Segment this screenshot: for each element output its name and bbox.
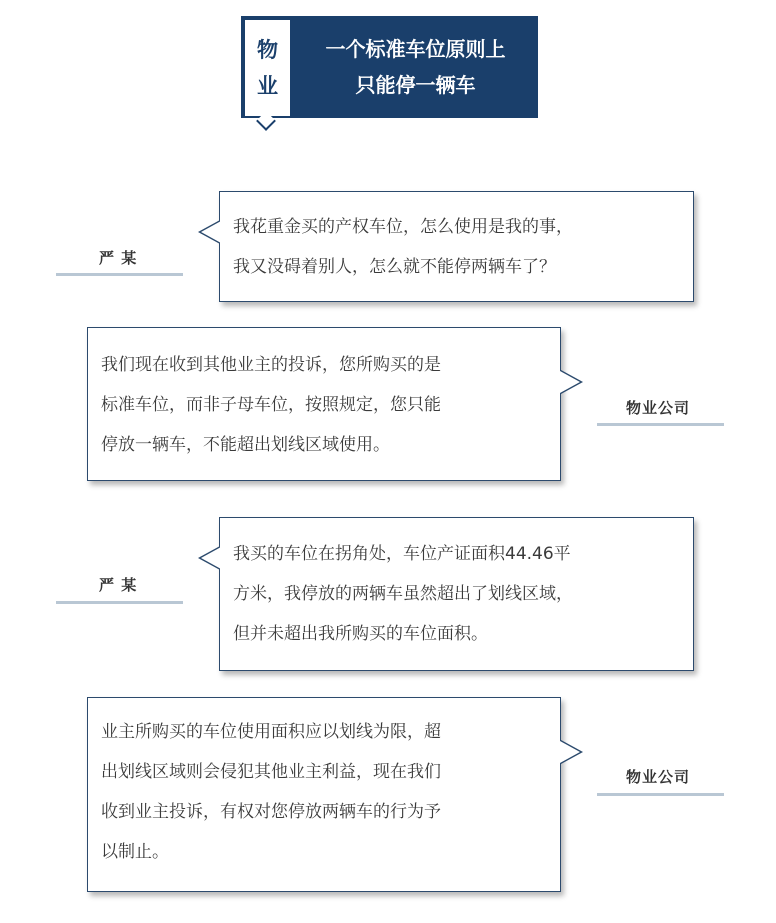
bubble-line: 我们现在收到其他业主的投诉，您所购买的是 — [101, 355, 441, 375]
bubble-line: 我买的车位在拐角处，车位产证面积44.46平 — [233, 544, 571, 564]
bubble-line: 我花重金买的产权车位，怎么使用是我的事， — [233, 217, 573, 237]
bubble-line: 以制止。 — [101, 842, 169, 862]
speech-bubble — [87, 327, 561, 481]
bubble-line: 出划线区域则会侵犯其他业主利益，现在我们 — [101, 762, 441, 782]
category-tab — [245, 20, 290, 116]
bubble-line: 业主所购买的车位使用面积应以划线为限，超 — [101, 722, 441, 742]
speaker-underline — [56, 273, 183, 276]
bubble-tail-fill — [201, 221, 221, 243]
bubble-line: 我又没碍着别人，怎么就不能停两辆车了？ — [233, 257, 556, 277]
banner-title-line-2: 只能停一辆车 — [355, 73, 476, 97]
bubble-line: 收到业主投诉，有权对您停放两辆车的行为予 — [101, 802, 441, 822]
speech-bubble — [219, 517, 694, 671]
bubble-tail-fill — [201, 547, 221, 569]
category-tab-char-2: 业 — [257, 74, 278, 98]
banner-title — [293, 16, 538, 118]
bubble-line: 方米，我停放的两辆车虽然超出了划线区域， — [233, 584, 573, 604]
bubble-line: 标准车位，而非子母车位，按照规定，您只能 — [101, 395, 441, 415]
bubble-tail-fill — [560, 741, 580, 763]
speaker-underline — [597, 793, 724, 796]
bubble-tail-fill — [560, 371, 580, 393]
speaker-label: 严 某 — [99, 576, 138, 594]
speaker-underline — [56, 601, 183, 604]
speaker-underline — [597, 423, 724, 426]
speaker-label: 严 某 — [99, 249, 138, 267]
speech-bubble — [87, 697, 561, 892]
category-tab-char-1: 物 — [257, 38, 278, 62]
speaker-label: 物业公司 — [626, 768, 691, 786]
title-banner — [241, 16, 538, 118]
banner-title-line-1: 一个标准车位原则上 — [325, 37, 506, 61]
speech-bubble — [219, 191, 694, 302]
speaker-label: 物业公司 — [626, 399, 691, 417]
bubble-line: 停放一辆车，不能超出划线区域使用。 — [101, 435, 390, 455]
bubble-line: 但并未超出我所购买的车位面积。 — [233, 624, 488, 644]
